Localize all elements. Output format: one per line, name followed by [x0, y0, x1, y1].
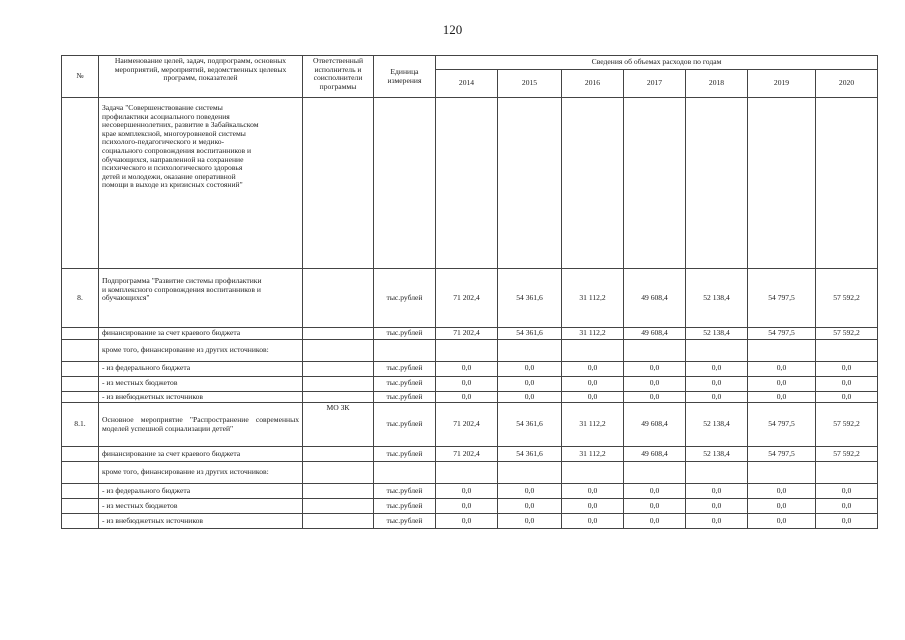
- row-value: 0,0: [436, 391, 498, 403]
- row-value: 0,0: [436, 499, 498, 514]
- row-number: [62, 514, 99, 529]
- row-value: [498, 98, 562, 269]
- row-responsible: [303, 447, 374, 462]
- row-value: 0,0: [816, 499, 878, 514]
- row-value: 54 797,5: [748, 269, 816, 328]
- table-row: [62, 376, 878, 391]
- row-number: [62, 376, 99, 391]
- row-number: [62, 98, 99, 269]
- row-value: 31 112,2: [562, 447, 624, 462]
- row-value: 57 592,2: [816, 403, 878, 447]
- table-header: [62, 56, 878, 98]
- row-value: 0,0: [748, 376, 816, 391]
- row-value: [686, 98, 748, 269]
- table-body: [62, 98, 878, 529]
- table-row: [62, 484, 878, 499]
- row-unit: тыс.рублей: [374, 447, 436, 462]
- row-value: 0,0: [498, 484, 562, 499]
- row-value: 31 112,2: [562, 403, 624, 447]
- row-number: [62, 499, 99, 514]
- row-value: [816, 462, 878, 484]
- row-number: [62, 328, 99, 340]
- row-value: 49 608,4: [624, 403, 686, 447]
- row-number: [62, 339, 99, 361]
- row-value: 54 361,6: [498, 403, 562, 447]
- row-unit: [374, 462, 436, 484]
- row-value: 57 592,2: [816, 328, 878, 340]
- table-row: [62, 462, 878, 484]
- row-value: 0,0: [436, 484, 498, 499]
- row-value: 52 138,4: [686, 403, 748, 447]
- row-unit: тыс.рублей: [374, 361, 436, 376]
- row-name: финансирование за счет краевого бюджета: [99, 447, 303, 462]
- row-value: 57 592,2: [816, 269, 878, 328]
- row-name: - из местных бюджетов: [99, 499, 303, 514]
- header-year: 2017: [624, 70, 686, 98]
- row-value: 49 608,4: [624, 269, 686, 328]
- row-value: 0,0: [624, 499, 686, 514]
- header-responsible: Ответственный исполнитель и соисполнители программы: [303, 56, 374, 98]
- row-value: [624, 339, 686, 361]
- row-responsible: [303, 269, 374, 328]
- row-unit: [374, 339, 436, 361]
- page-number: 120: [442, 22, 463, 37]
- row-value: 0,0: [816, 391, 878, 403]
- row-value: 71 202,4: [436, 269, 498, 328]
- row-value: 0,0: [686, 514, 748, 529]
- row-responsible: [303, 462, 374, 484]
- row-unit: тыс.рублей: [374, 376, 436, 391]
- row-value: 57 592,2: [816, 447, 878, 462]
- row-name: - из местных бюджетов: [99, 376, 303, 391]
- row-value: 31 112,2: [562, 269, 624, 328]
- row-responsible: [303, 98, 374, 269]
- row-value: [624, 98, 686, 269]
- row-value: 0,0: [436, 376, 498, 391]
- table-row: [62, 499, 878, 514]
- row-number: [62, 484, 99, 499]
- budget-table: [61, 55, 878, 529]
- row-name: Основное мероприятие "Распространение современных моделей успешной социализации детей": [99, 403, 303, 447]
- row-value: 0,0: [498, 361, 562, 376]
- row-value: 0,0: [816, 514, 878, 529]
- row-responsible: [303, 391, 374, 403]
- row-name: Задача "Совершенствование системы профилактики асоциального поведения несовершеннолетних, развитие в Забайкальском крае комплексной, многоуровневой системы психолого-педагогического и медико-социального сопровождения воспитанников и обучающихся, направленной на сохранение психического и психологического здоровья детей и молодежи, оказание оперативной помощи в выходе из кризисных состояний": [99, 98, 303, 269]
- row-value: [436, 462, 498, 484]
- row-responsible: [303, 339, 374, 361]
- row-unit: [374, 98, 436, 269]
- row-value: 0,0: [498, 514, 562, 529]
- row-value: 31 112,2: [562, 328, 624, 340]
- row-value: 0,0: [624, 391, 686, 403]
- row-unit: тыс.рублей: [374, 403, 436, 447]
- row-value: 0,0: [498, 499, 562, 514]
- row-value: 0,0: [686, 499, 748, 514]
- row-number: [62, 361, 99, 376]
- row-value: [748, 462, 816, 484]
- row-value: 54 361,6: [498, 269, 562, 328]
- row-unit: тыс.рублей: [374, 499, 436, 514]
- row-name: - из федерального бюджета: [99, 361, 303, 376]
- table-row: [62, 391, 878, 403]
- row-value: [816, 98, 878, 269]
- row-value: 0,0: [748, 484, 816, 499]
- row-value: [686, 339, 748, 361]
- row-value: 0,0: [436, 514, 498, 529]
- row-unit: тыс.рублей: [374, 484, 436, 499]
- row-value: [436, 339, 498, 361]
- row-value: 0,0: [436, 361, 498, 376]
- row-value: [686, 462, 748, 484]
- row-value: 0,0: [686, 361, 748, 376]
- row-value: 0,0: [562, 484, 624, 499]
- row-value: 71 202,4: [436, 403, 498, 447]
- row-value: 49 608,4: [624, 328, 686, 340]
- row-value: 0,0: [562, 376, 624, 391]
- table-row: [62, 403, 878, 447]
- row-value: 54 361,6: [498, 447, 562, 462]
- row-value: [562, 339, 624, 361]
- row-number: [62, 391, 99, 403]
- row-value: 71 202,4: [436, 328, 498, 340]
- header-year: 2018: [686, 70, 748, 98]
- header-name: Наименование целей, задач, подпрограмм, основных мероприятий, мероприятий, ведомственных целевых программ, показателей: [99, 56, 303, 98]
- row-responsible: [303, 376, 374, 391]
- header-year: 2020: [816, 70, 878, 98]
- row-value: 52 138,4: [686, 328, 748, 340]
- header-year: 2016: [562, 70, 624, 98]
- table-row: [62, 361, 878, 376]
- row-number: [62, 447, 99, 462]
- row-value: 0,0: [562, 514, 624, 529]
- row-value: 0,0: [748, 361, 816, 376]
- row-name: - из внебюджетных источников: [99, 391, 303, 403]
- row-value: 0,0: [624, 484, 686, 499]
- row-value: 54 797,5: [748, 328, 816, 340]
- row-value: [436, 98, 498, 269]
- row-value: [498, 339, 562, 361]
- row-value: 0,0: [748, 391, 816, 403]
- row-value: [624, 462, 686, 484]
- header-year: 2019: [748, 70, 816, 98]
- row-name: кроме того, финансирование из других источников:: [99, 339, 303, 361]
- header-years-title: Сведения об объемах расходов по годам: [436, 56, 878, 70]
- row-value: 52 138,4: [686, 269, 748, 328]
- row-value: 0,0: [624, 376, 686, 391]
- row-value: [562, 98, 624, 269]
- header-number: №: [62, 56, 99, 98]
- row-value: 0,0: [686, 484, 748, 499]
- table-row: [62, 269, 878, 328]
- row-number: [62, 462, 99, 484]
- row-value: 0,0: [498, 376, 562, 391]
- row-value: 0,0: [624, 361, 686, 376]
- row-value: 49 608,4: [624, 447, 686, 462]
- table-row: [62, 447, 878, 462]
- row-value: 0,0: [748, 514, 816, 529]
- row-value: 0,0: [686, 391, 748, 403]
- row-responsible: [303, 361, 374, 376]
- header-unit: Единица измерения: [374, 56, 436, 98]
- row-value: 0,0: [816, 484, 878, 499]
- row-responsible: [303, 328, 374, 340]
- row-value: 71 202,4: [436, 447, 498, 462]
- row-value: 0,0: [562, 499, 624, 514]
- row-name: кроме того, финансирование из других источников:: [99, 462, 303, 484]
- row-value: 0,0: [624, 514, 686, 529]
- row-number: 8.1.: [62, 403, 99, 447]
- row-responsible: МО ЗК: [303, 403, 374, 447]
- row-value: 0,0: [498, 391, 562, 403]
- row-value: [748, 98, 816, 269]
- row-name: - из внебюджетных источников: [99, 514, 303, 529]
- table-row: [62, 339, 878, 361]
- row-unit: тыс.рублей: [374, 391, 436, 403]
- row-number: 8.: [62, 269, 99, 328]
- row-value: 0,0: [816, 361, 878, 376]
- row-value: 54 361,6: [498, 328, 562, 340]
- row-value: 0,0: [748, 499, 816, 514]
- row-responsible: [303, 484, 374, 499]
- row-value: 54 797,5: [748, 403, 816, 447]
- row-name: - из федерального бюджета: [99, 484, 303, 499]
- row-value: 0,0: [816, 376, 878, 391]
- header-year: 2015: [498, 70, 562, 98]
- row-value: 0,0: [562, 361, 624, 376]
- row-unit: тыс.рублей: [374, 514, 436, 529]
- row-responsible: [303, 514, 374, 529]
- row-value: [748, 339, 816, 361]
- header-year: 2014: [436, 70, 498, 98]
- row-value: 0,0: [562, 391, 624, 403]
- row-unit: тыс.рублей: [374, 328, 436, 340]
- table-row: [62, 98, 878, 269]
- row-value: [562, 462, 624, 484]
- row-name: финансирование за счет краевого бюджета: [99, 328, 303, 340]
- row-unit: тыс.рублей: [374, 269, 436, 328]
- row-name: Подпрограмма "Развитие системы профилактики и комплексного сопровождения воспитанников и обучающихся": [99, 269, 303, 328]
- table-row: [62, 514, 878, 529]
- row-value: 52 138,4: [686, 447, 748, 462]
- table-row: [62, 328, 878, 340]
- row-value: 0,0: [686, 376, 748, 391]
- row-value: [816, 339, 878, 361]
- row-value: 54 797,5: [748, 447, 816, 462]
- row-responsible: [303, 499, 374, 514]
- row-value: [498, 462, 562, 484]
